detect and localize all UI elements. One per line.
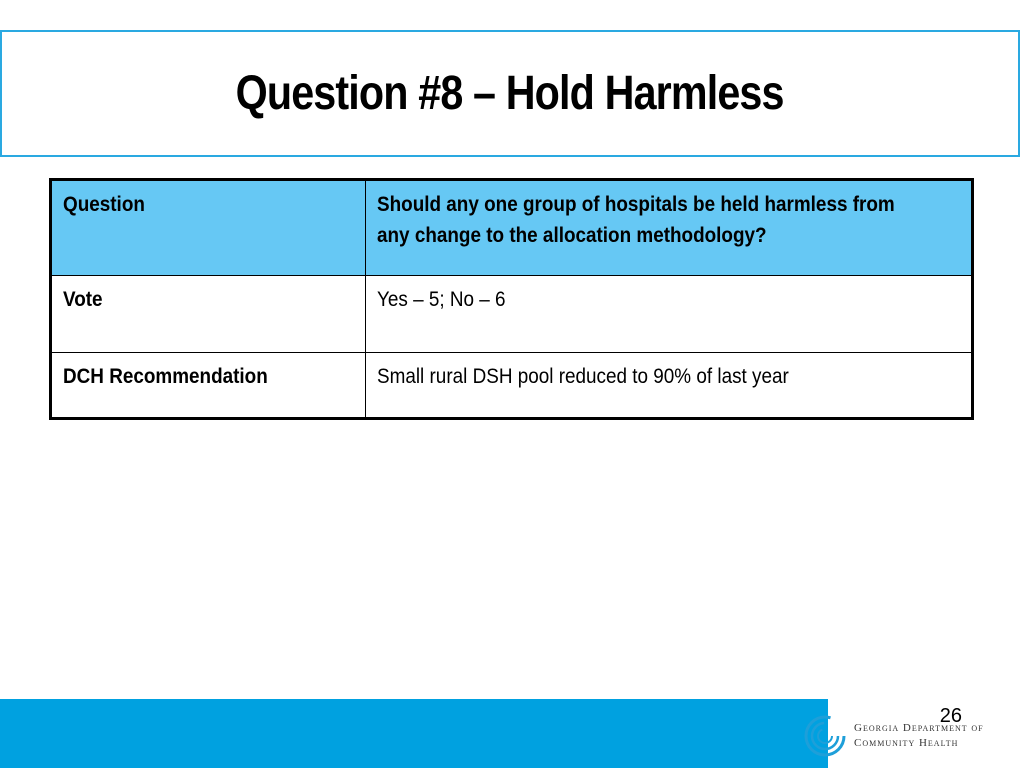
row-label: DCH Recommendation [51, 353, 366, 419]
logo-org-line1: Georgia Department of [854, 722, 984, 734]
footer-band [0, 699, 828, 768]
question-table [49, 178, 974, 420]
georgia-dch-swirl-icon [803, 714, 847, 763]
page-number: 26 [939, 705, 962, 727]
slide-title: Question #8 – Hold Harmless [235, 67, 785, 120]
row-value: Should any one group of hospitals be held harmless from any change to the allocation methodology? [366, 180, 973, 276]
row-value: Yes – 5; No – 6 [366, 276, 973, 353]
table-row [51, 353, 973, 419]
title-box [0, 30, 1020, 157]
row-value: Small rural DSH pool reduced to 90% of last year [366, 353, 973, 419]
logo-org-line2: Community Health [854, 737, 959, 749]
row-label: Question [51, 180, 366, 276]
row-label: Vote [51, 276, 366, 353]
table-row [51, 276, 973, 353]
table-row [51, 180, 973, 276]
